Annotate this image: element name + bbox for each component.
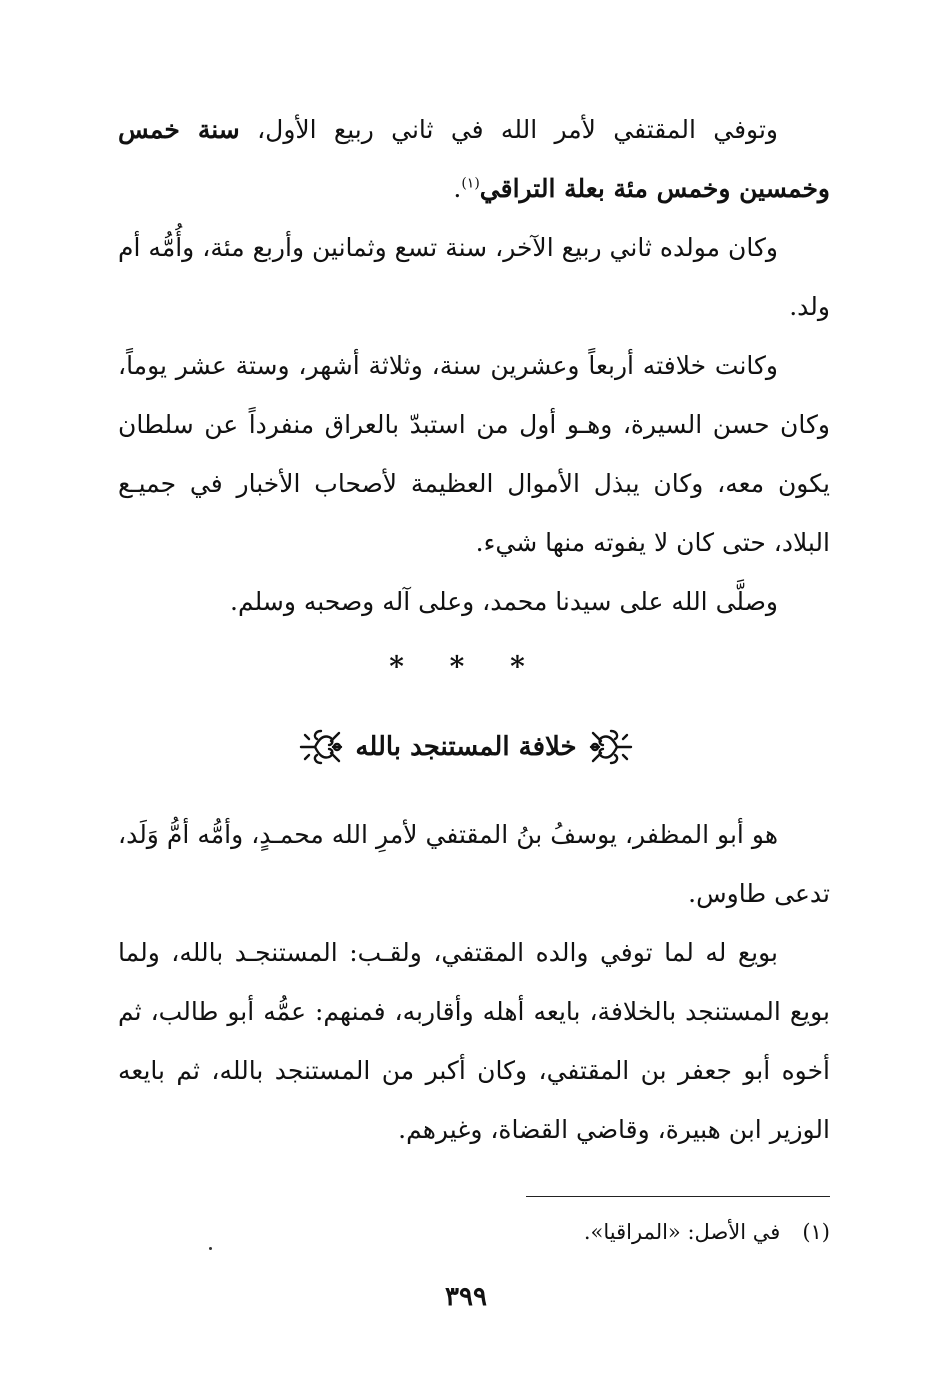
paragraph-death-end: بعلة التراقي bbox=[479, 174, 614, 203]
paragraph-death-bold: سنة خمس وخمسين وخمس مئة bbox=[118, 115, 830, 203]
footnote bbox=[230, 1212, 830, 1252]
paragraph-lineage: هو أبو المظفر، يوسفُ بنُ المقتفي لأمرِ الله محمـدٍ، وأمُّه أمُّ وَلَد، تدعى طاوس. bbox=[118, 820, 830, 908]
main-text-section-2 bbox=[118, 805, 830, 1159]
paragraph-death-tail: . bbox=[453, 174, 462, 203]
footnote-number: (١) bbox=[802, 1220, 830, 1244]
paragraph-allegiance: بويع له لما توفي والده المقتفي، ولقـب: المستنجـد بالله، ولما بويع المستنجد بالخلافة، بايعه أهله وأقاربه، فمنهم: عمُّه أبو طالب، ثم أخوه أبو جعفر بن المقتفي، وكان أكبر من المستنجد بالله، ثم بايعه الوزير ابن هبيرة، وقاضي القضاة، وغيرهم. bbox=[118, 938, 830, 1144]
chapter-heading bbox=[0, 725, 932, 769]
scan-speck bbox=[209, 1247, 212, 1250]
footnote-marker[interactable]: (١) bbox=[461, 175, 480, 192]
paragraph-birth: وكان مولده ثاني ربيع الآخر، سنة تسع وثمانين وأربع مئة، وأُمُّه أم ولد. bbox=[118, 233, 830, 321]
section-separator: * * * bbox=[389, 650, 543, 683]
page-number: ٣٩٩ bbox=[445, 1282, 487, 1312]
paragraph-death-start: وتوفي المقتفي لأمر الله في ثاني ربيع الأول، bbox=[239, 115, 778, 144]
chapter-title: خلافة المستنجد بالله bbox=[355, 732, 577, 762]
paragraph-reign: وكانت خلافته أربعاً وعشرين سنة، وثلاثة أشهر، وستة عشر يوماً، وكان حسن السيرة، وهـو أول من استبدّ بالعراق منفرداً عن سلطان يكون معه، وكان يبذل الأموال العظيمة لأصحاب الأخبار في جميـع البلاد، حتى كان لا يفوته منها شيء. bbox=[118, 351, 830, 557]
paragraph-blessing: وصلَّى الله على سيدنا محمد، وعلى آله وصحبه وسلم. bbox=[230, 587, 778, 616]
footnote-text: في الأصل: «المراقيا». bbox=[583, 1220, 781, 1244]
footnote-divider bbox=[526, 1196, 830, 1197]
arabesque-ornament-icon bbox=[297, 725, 345, 769]
arabesque-ornament-icon bbox=[587, 725, 635, 769]
main-text-section-1 bbox=[118, 100, 830, 631]
paragraph-death bbox=[118, 100, 830, 218]
